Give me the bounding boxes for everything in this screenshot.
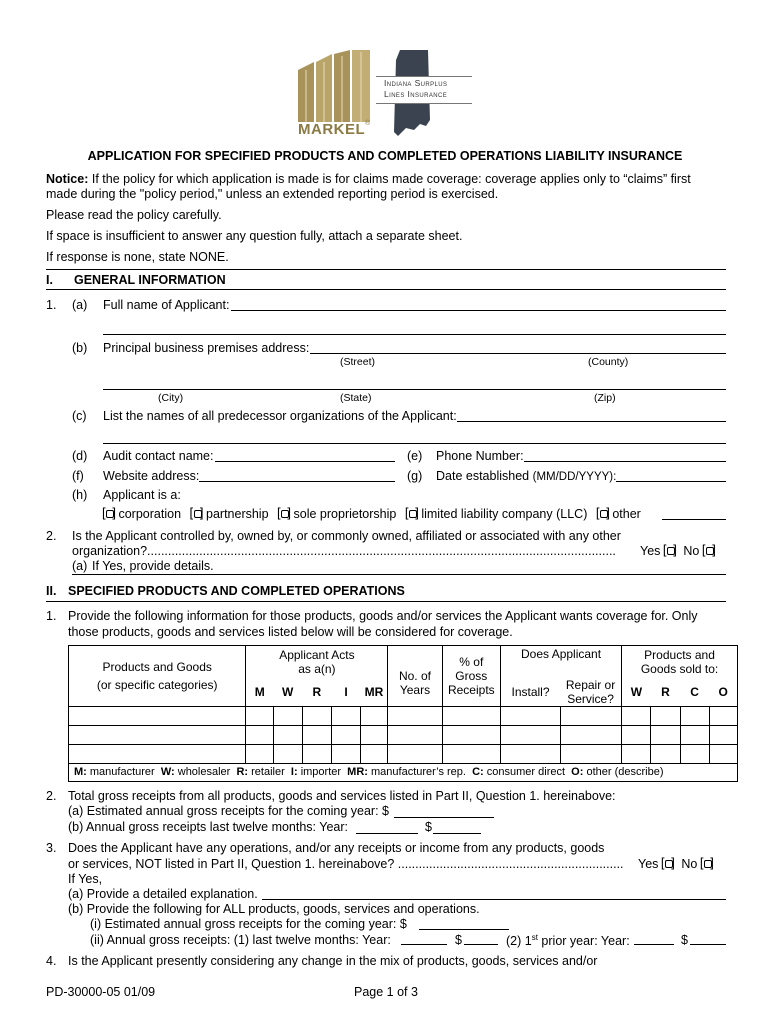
s2q3-ifyes: If Yes,: [68, 872, 103, 886]
legend-text-mr: manufacturer’s rep.: [371, 766, 466, 778]
q1d-label: Audit contact name:: [103, 449, 214, 463]
q1g-hint: (MM/DD/YYYY):: [532, 471, 617, 483]
legend-text-c: consumer direct: [486, 766, 566, 778]
q2-yes-checkbox[interactable]: [664, 545, 676, 557]
repair-header-1: Repair or: [565, 677, 616, 692]
form-number: PD-30000-05 01/09: [46, 985, 156, 999]
q2a-text: If Yes, provide details.: [92, 559, 214, 573]
intro-line2: If space is insufficient to answer any question fully, attach a separate sheet.: [46, 229, 463, 243]
all-receipts-year-field[interactable]: [401, 944, 447, 945]
applicant-name-field[interactable]: [231, 310, 726, 311]
q1g-label: [436, 469, 616, 483]
sold-to-header: [622, 646, 738, 678]
section1-rule-bottom: [46, 289, 726, 290]
city-caption: (City): [158, 392, 184, 404]
sold-col-w: W: [622, 678, 651, 707]
q1a-label: Full name of Applicant:: [103, 298, 230, 312]
legend-text-r: retailer: [251, 766, 285, 778]
q2-details-field[interactable]: [72, 574, 726, 575]
intro-line3: If response is none, state NONE.: [46, 250, 229, 264]
table-row[interactable]: [69, 706, 738, 725]
corporation-checkbox[interactable]: [103, 508, 115, 520]
phone-number-field[interactable]: [524, 461, 726, 462]
notice-line2: made during the "policy period," unless an extended reporting period is exercised.: [46, 187, 499, 201]
section2-rule-bottom: [46, 601, 726, 602]
notice-label: Notice:: [46, 172, 89, 186]
q2-line2-text: organization?.......................................................................................................................................: [72, 544, 616, 558]
s2q3-yes-label: Yes: [638, 857, 659, 871]
q1f-letter: (f): [72, 469, 84, 483]
s2q3-ii-prior: [506, 933, 630, 948]
s2q3-ii-text: (ii) Annual gross receipts: (1) last twelve months: Year:: [90, 933, 391, 947]
acts-header-1: Applicant Acts: [279, 647, 355, 662]
predecessor-orgs-field-2[interactable]: [103, 443, 726, 444]
zip-caption: (Zip): [594, 392, 616, 404]
s2q3-line2-text: or services, NOT listed in Part II, Question 1. hereinabove? .................................................................: [68, 857, 624, 871]
sold-col-o: O: [709, 678, 737, 707]
q1e-label: Phone Number:: [436, 449, 524, 463]
detailed-explanation-field[interactable]: [262, 899, 726, 900]
all-receipts-amount-field[interactable]: [464, 944, 498, 945]
website-field[interactable]: [199, 481, 395, 482]
receipts-year-field[interactable]: [356, 833, 418, 834]
legend-key-mr: MR:: [347, 766, 368, 778]
q1c-letter: (c): [72, 409, 87, 423]
section2-num: II.: [46, 584, 57, 598]
sole-proprietorship-checkbox[interactable]: [278, 508, 290, 520]
pct-header: [442, 646, 500, 707]
sold-to-header-2: Goods sold to:: [640, 661, 719, 676]
notice-text1: If the policy for which application is made is for claims made coverage: coverage applies only to “claims” first: [91, 172, 691, 186]
table-legend: [69, 763, 738, 781]
all-estimated-receipts-field[interactable]: [419, 929, 509, 930]
receipts-amount-field[interactable]: [433, 833, 481, 834]
intro-line1: Please read the policy carefully.: [46, 208, 222, 222]
other-entity-checkbox[interactable]: [597, 508, 609, 520]
q2-yes-label: Yes: [640, 544, 661, 558]
install-header: Install?: [501, 678, 560, 707]
products-table: [68, 645, 738, 782]
q2a-letter: (a): [72, 559, 88, 573]
applicant-name-field-2[interactable]: [103, 334, 726, 335]
county-caption: (County): [588, 356, 629, 368]
acts-col-w: W: [273, 678, 302, 707]
products-header: [69, 646, 246, 707]
q1h-label: Applicant is a:: [103, 488, 181, 502]
section1-title: GENERAL INFORMATION: [74, 273, 226, 287]
s2q3-line1: Does the Applicant have any operations, and/or any receipts or income from any products, goods: [68, 841, 605, 855]
years-header: [388, 646, 442, 707]
s2q3-no-label: No: [681, 857, 698, 871]
notice-line1: [46, 172, 726, 186]
partner-line1: Indiana Surplus: [384, 78, 448, 88]
s2q3-yes-no: [638, 857, 713, 871]
audit-contact-field[interactable]: [215, 461, 395, 462]
s2q3-i: (i) Estimated annual gross receipts for the coming year: $: [90, 917, 407, 931]
legend-text-o: other (describe): [586, 766, 664, 778]
products-header-1: Products and Goods: [102, 659, 212, 674]
s2q3-b: (b) Provide the following for ALL products, goods, services and operations.: [68, 902, 480, 916]
state-caption: (State): [340, 392, 372, 404]
s2q3-ii-sup: st: [531, 933, 538, 942]
corporation-label: corporation: [118, 507, 182, 521]
s2q2-b: (b) Annual gross receipts last twelve months: Year:: [68, 820, 349, 834]
s2q4-num: 4.: [46, 954, 57, 968]
s2q2-a: (a) Estimated annual gross receipts for the coming year: $: [68, 804, 389, 818]
q1g-label-text: Date established: [436, 469, 530, 483]
q2-line2: [72, 544, 726, 558]
sold-to-header-1: Products and: [644, 647, 715, 662]
acts-col-r: R: [302, 678, 331, 707]
acts-header: [246, 646, 388, 678]
q2-no-checkbox[interactable]: [703, 545, 715, 557]
table-row[interactable]: [69, 744, 738, 763]
repair-header-2: Service?: [567, 691, 614, 706]
acts-col-i: I: [331, 678, 360, 707]
partnership-label: partnership: [206, 507, 269, 521]
s2q3-num: 3.: [46, 841, 57, 855]
registered-mark: ®: [365, 120, 371, 127]
other-entity-field[interactable]: [662, 519, 726, 520]
s2q1-line2: those products, goods and services listed below will be considered for coverage.: [68, 625, 513, 639]
partnership-checkbox[interactable]: [191, 508, 203, 520]
section1-num: I.: [46, 273, 53, 287]
q1e-letter: (e): [407, 449, 423, 463]
s2q4-text: Is the Applicant presently considering any change in the mix of products, goods, services and/or: [68, 954, 598, 968]
date-established-field[interactable]: [616, 481, 726, 482]
partner-line2: Lines Insurance: [384, 89, 448, 99]
prior-year-field[interactable]: [634, 944, 674, 945]
acts-col-m: M: [246, 678, 273, 707]
s2q2-line1: Total gross receipts from all products, goods and services listed in Part II, Question 1. hereinabove:: [68, 789, 616, 803]
q2-num: 2.: [46, 529, 57, 543]
acts-header-2: as a(n): [298, 661, 336, 676]
q2-line1: Is the Applicant controlled by, owned by, or commonly owned, affiliated or associated with any other: [72, 529, 621, 543]
llc-label: limited liability company (LLC): [421, 507, 588, 521]
sold-col-r: R: [651, 678, 680, 707]
pct-header-3: Receipts: [447, 682, 495, 697]
years-header-1: No. of: [398, 668, 431, 683]
q1a-letter: (a): [72, 298, 88, 312]
s2q3-ii-2: (2) 1: [506, 934, 532, 949]
q2-no-label: No: [683, 544, 700, 558]
section1-rule-top: [46, 269, 726, 270]
page-title: APPLICATION FOR SPECIFIED PRODUCTS AND COMPLETED OPERATIONS LIABILITY INSURANCE: [87, 149, 683, 163]
section2-title: SPECIFIED PRODUCTS AND COMPLETED OPERATIONS: [68, 584, 405, 598]
s2q1-line1: Provide the following information for those products, goods and/or services the Applicant wants coverage for. Only: [68, 609, 698, 623]
s2q3-ii-dollar2: $: [681, 933, 688, 947]
q1h-letter: (h): [72, 488, 88, 502]
q1g-letter: (g): [407, 469, 423, 483]
sole-proprietorship-label: sole proprietorship: [293, 507, 397, 521]
prior-year-amount-field[interactable]: [690, 944, 726, 945]
predecessor-orgs-field[interactable]: [457, 421, 726, 422]
q1d-letter: (d): [72, 449, 88, 463]
s2q3-line2: [68, 857, 638, 871]
q1b-letter: (b): [72, 341, 88, 355]
legend-text-i: importer: [300, 766, 342, 778]
legend-key-r: R:: [236, 766, 249, 778]
years-header-2: Years: [399, 682, 431, 697]
legend-key-w: W:: [160, 766, 175, 778]
q1c-label: List the names of all predecessor organizations of the Applicant:: [103, 409, 457, 423]
legend-text-w: wholesaler: [177, 766, 231, 778]
legend-key-m: M:: [74, 766, 87, 778]
s2q3-ii-dollar: $: [455, 933, 462, 947]
s2q3-yes-checkbox[interactable]: [662, 858, 674, 870]
table-row[interactable]: [69, 725, 738, 744]
s2q3-ii: [90, 933, 391, 947]
legend-key-c: C:: [472, 766, 484, 778]
legend-key-i: I:: [290, 766, 298, 778]
q1b-label: Principal business premises address:: [103, 341, 310, 355]
sold-col-c: C: [680, 678, 709, 707]
pct-header-2: Gross: [455, 668, 488, 683]
q1f-label: Website address:: [103, 469, 200, 483]
q2-yes-no: [638, 544, 715, 558]
does-applicant-header: Does Applicant: [501, 646, 622, 678]
s2q1-num: 1.: [46, 609, 57, 623]
page-number: Page 1 of 3: [354, 985, 418, 999]
repair-header: [560, 678, 622, 707]
markel-brand: MARKEL: [298, 121, 366, 138]
s2q2-b-dollar: $: [425, 820, 432, 834]
llc-checkbox[interactable]: [406, 508, 418, 520]
entity-options: [103, 507, 641, 521]
street-address-field[interactable]: [310, 353, 726, 354]
s2q3-no-checkbox[interactable]: [701, 858, 713, 870]
s2q3-a: (a) Provide a detailed explanation.: [68, 887, 258, 901]
street-caption: (Street): [340, 356, 376, 368]
legend-text-m: manufacturer: [89, 766, 155, 778]
estimated-receipts-field[interactable]: [394, 817, 494, 818]
products-header-2: (or specific categories): [96, 677, 218, 692]
s2q3-ii-3: prior year: Year:: [541, 934, 630, 949]
s2q2-num: 2.: [46, 789, 57, 803]
pct-header-1: % of: [459, 654, 484, 669]
other-entity-label: other: [612, 507, 641, 521]
legend-key-o: O:: [571, 766, 584, 778]
q1-num: 1.: [46, 298, 57, 312]
acts-col-mr: MR: [361, 678, 388, 707]
city-state-zip-field[interactable]: [103, 389, 726, 390]
